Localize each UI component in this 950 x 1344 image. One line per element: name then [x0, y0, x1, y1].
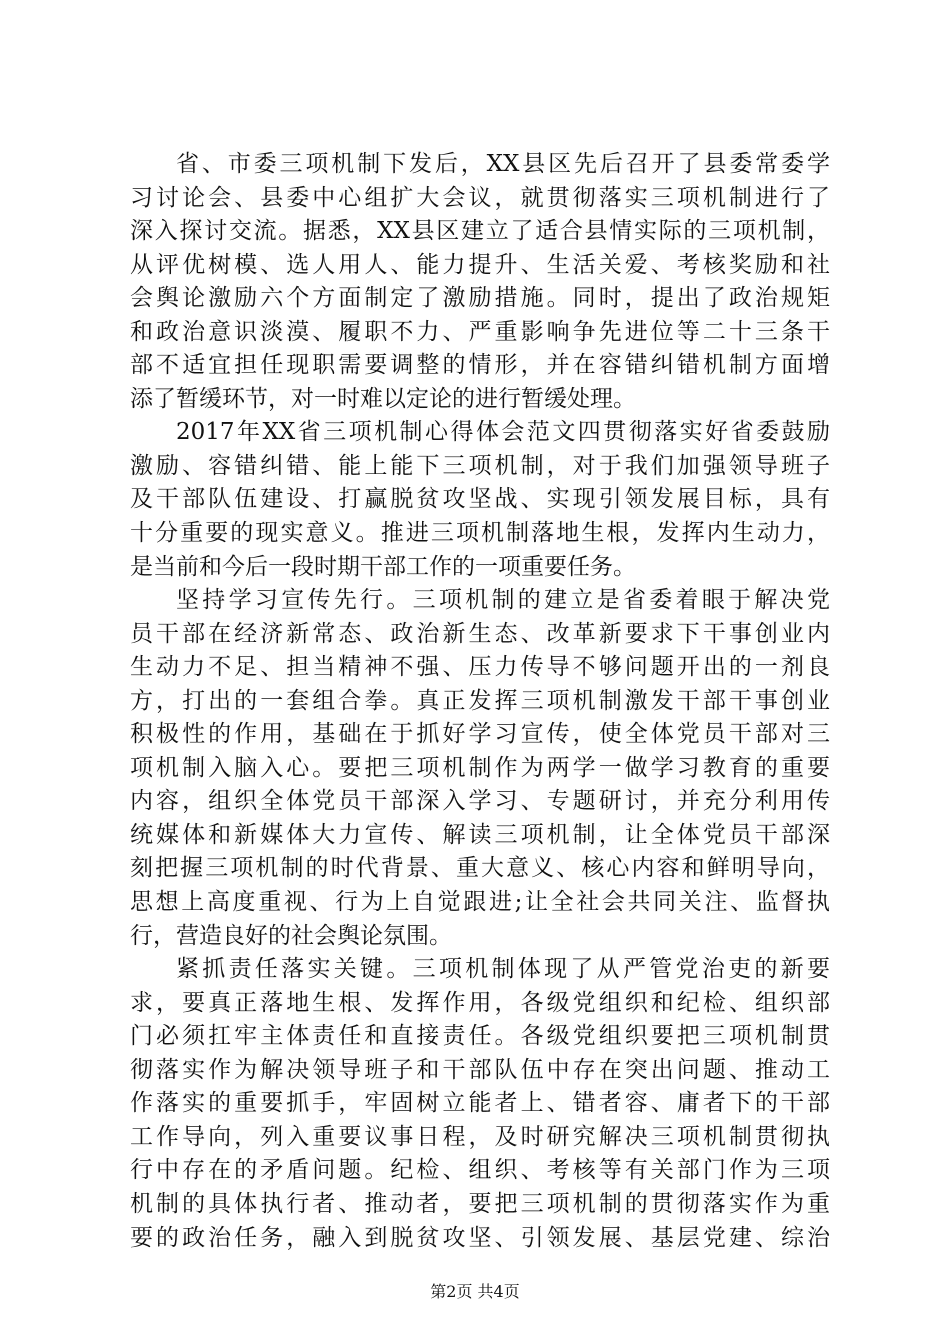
text-line: 彻落实作为解决领导班子和干部队伍中存在突出问题、推动工	[130, 1056, 830, 1083]
text-line: 刻把握三项机制的时代背景、重大意义、核心内容和鲜明导向，	[130, 855, 830, 882]
text-line: 工作导向，列入重要议事日程，及时研究解决三项机制贯彻执	[130, 1123, 830, 1150]
page-number-footer: 第2页 共4页	[430, 1282, 520, 1301]
text-line: 十分重要的现实意义。推进三项机制落地生根，发挥内生动力，	[130, 520, 830, 547]
text-line: 深入探讨交流。据悉，XX县区建立了适合县情实际的三项机制，	[130, 218, 830, 245]
text-line: 积极性的作用，基础在于抓好学习宣传，使全体党员干部对三	[130, 721, 830, 748]
text-line: 方，打出的一套组合拳。真正发挥三项机制激发干部干事创业	[130, 687, 830, 714]
text-line: 门必须扛牢主体责任和直接责任。各级党组织要把三项机制贯	[130, 1023, 830, 1050]
text-line: 会舆论激励六个方面制定了激励措施。同时，提出了政治规矩	[130, 285, 830, 312]
text-line: 作落实的重要抓手，牢固树立能者上、错者容、庸者下的干部	[130, 1090, 830, 1117]
text-line: 省、市委三项机制下发后，XX县区先后召开了县委常委学	[176, 151, 830, 177]
text-line: 机制的具体执行者、推动者，要把三项机制的贯彻落实作为重	[130, 1190, 830, 1217]
text-line: 行，营造良好的社会舆论氛围。	[130, 922, 452, 949]
paragraph-3	[130, 584, 830, 953]
text-line: 紧抓责任落实关键。三项机制体现了从严管党治吏的新要	[176, 956, 830, 983]
text-line: 要的政治任务，融入到脱贫攻坚、引领发展、基层党建、综治	[130, 1224, 830, 1251]
text-line: 是当前和今后一段时期干部工作的一项重要任务。	[130, 553, 636, 580]
text-line: 内容，组织全体党员干部深入学习、专题研讨，并充分利用传	[130, 788, 830, 815]
text-line: 求，要真正落地生根、发挥作用，各级党组织和纪检、组织部	[130, 989, 830, 1016]
text-line: 行中存在的矛盾问题。纪检、组织、考核等有关部门作为三项	[130, 1157, 830, 1184]
document-body	[130, 148, 830, 1255]
text-line: 坚持学习宣传先行。三项机制的建立是省委着眼于解决党	[176, 587, 830, 614]
text-line: 统媒体和新媒体大力宣传、解读三项机制，让全体党员干部深	[130, 821, 830, 848]
text-line: 和政治意识淡漠、履职不力、严重影响争先进位等二十三条干	[130, 318, 830, 345]
text-line: 生动力不足、担当精神不强、压力传导不够问题开出的一剂良	[130, 654, 830, 681]
text-line: 2017年XX省三项机制心得体会范文四贯彻落实好省委鼓励	[176, 419, 830, 446]
text-line: 从评优树模、选人用人、能力提升、生活关爱、考核奖励和社	[130, 251, 830, 278]
text-line: 添了暂缓环节，对一时难以定论的进行暂缓处理。	[130, 385, 636, 412]
text-line: 员干部在经济新常态、政治新生态、改革新要求下干事创业内	[130, 620, 830, 647]
paragraph-2	[130, 416, 830, 584]
text-line: 部不适宜担任现职需要调整的情形，并在容错纠错机制方面增	[130, 352, 830, 379]
text-line: 激励、容错纠错、能上能下三项机制，对于我们加强领导班子	[130, 452, 830, 479]
text-line: 习讨论会、县委中心组扩大会议，就贯彻落实三项机制进行了	[130, 184, 830, 211]
text-line: 及干部队伍建设、打赢脱贫攻坚战、实现引领发展目标，具有	[130, 486, 830, 513]
text-line: 思想上高度重视、行为上自觉跟进;让全社会共同关注、监督执	[130, 889, 830, 916]
paragraph-1	[130, 148, 830, 416]
paragraph-4	[130, 953, 830, 1255]
text-line: 项机制入脑入心。要把三项机制作为两学一做学习教育的重要	[130, 754, 830, 781]
